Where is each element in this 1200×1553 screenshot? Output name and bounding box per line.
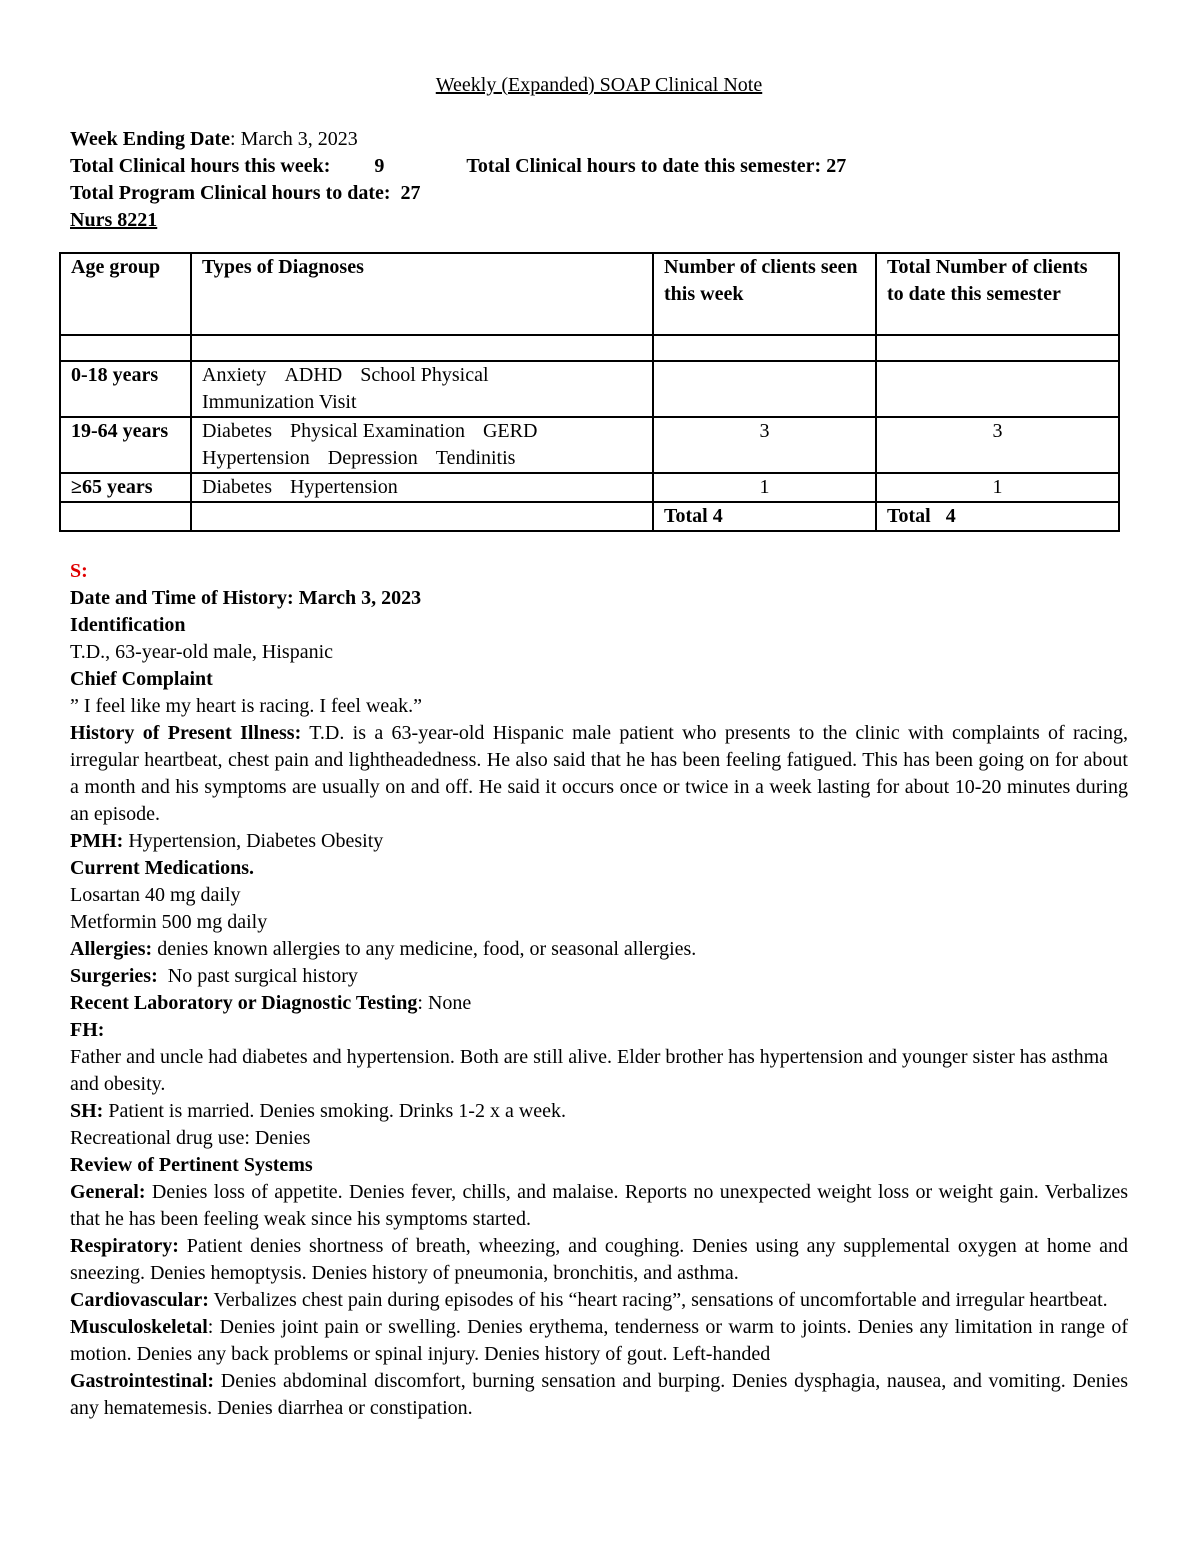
drug-use-line: Recreational drug use: Denies bbox=[70, 1127, 311, 1149]
clients-week-cell: 3 bbox=[653, 417, 876, 473]
ros-general-label: General: bbox=[70, 1181, 146, 1203]
ros-respiratory-text: Patient denies shortness of breath, wheezing, and coughing. Denies using any supplemental oxygen at home and sneezing. Denies hemoptysis. Denies history of pneumonia, bronchitis, and asthma. bbox=[70, 1235, 1128, 1284]
medication-item: Losartan 40 mg daily bbox=[70, 884, 241, 906]
diagnosis: Depression bbox=[327, 447, 418, 469]
week-ending-line bbox=[70, 126, 1128, 153]
social-history-label: SH: bbox=[70, 1100, 104, 1122]
subjective-label: S: bbox=[70, 560, 88, 582]
pmh-text: Hypertension, Diabetes Obesity bbox=[123, 830, 384, 852]
identification-heading: Identification bbox=[70, 614, 186, 636]
week-ending-value: : March 3, 2023 bbox=[230, 128, 358, 150]
header-age-group: Age group bbox=[60, 253, 191, 335]
clinical-hours-week-label: Total Clinical hours this week: bbox=[70, 155, 331, 177]
diagnosis: Tendinitis bbox=[435, 447, 516, 469]
labs-text: : None bbox=[417, 992, 472, 1014]
ros-musculoskeletal-label: Musculoskeletal bbox=[70, 1316, 208, 1338]
program-hours-label: Total Program Clinical hours to date: bbox=[70, 182, 391, 204]
clinical-hours-semester-label: Total Clinical hours to date this semester: bbox=[466, 155, 822, 177]
ros-cardiovascular bbox=[70, 1287, 1128, 1314]
social-history-line bbox=[70, 1098, 1128, 1125]
clinical-hours-line bbox=[70, 153, 1128, 180]
diagnosis: ADHD bbox=[284, 364, 343, 386]
program-hours-value: 27 bbox=[400, 182, 421, 204]
allergies-text: denies known allergies to any medicine, food, or seasonal allergies. bbox=[152, 938, 697, 960]
chief-complaint-heading: Chief Complaint bbox=[70, 668, 213, 690]
age-cell: 0-18 years bbox=[60, 361, 191, 417]
ros-heading: Review of Pertinent Systems bbox=[70, 1154, 313, 1176]
diagnosis: GERD bbox=[482, 420, 538, 442]
ros-gastrointestinal-label: Gastrointestinal: bbox=[70, 1370, 215, 1392]
table-row bbox=[60, 361, 1119, 417]
ros-respiratory-label: Respiratory: bbox=[70, 1235, 179, 1257]
pmh-line bbox=[70, 828, 1128, 855]
diagnosis: Hypertension bbox=[202, 447, 310, 469]
program-hours-line bbox=[70, 180, 1128, 207]
clients-table bbox=[59, 252, 1120, 532]
ros-gastrointestinal-text: Denies abdominal discomfort, burning sensation and burping. Denies dysphagia, nausea, and vomiting. Denies any hematemesis. Denies diarrhea or constipation. bbox=[70, 1370, 1128, 1419]
age-cell: 19-64 years bbox=[60, 417, 191, 473]
table-row bbox=[60, 417, 1119, 473]
allergies-label: Allergies: bbox=[70, 938, 153, 960]
document-title: Weekly (Expanded) SOAP Clinical Note bbox=[435, 74, 763, 96]
diagnosis: Immunization Visit bbox=[202, 391, 357, 413]
diagnoses-cell bbox=[191, 473, 653, 502]
family-history-text: Father and uncle had diabetes and hypertension. Both are still alive. Elder brother has hypertension and younger sister has asthma and obesity. bbox=[70, 1046, 1109, 1095]
diagnosis: Diabetes bbox=[202, 476, 272, 498]
clients-total-cell bbox=[876, 361, 1119, 417]
labs-line bbox=[70, 990, 1128, 1017]
hpi-label: History of Present Illness: bbox=[70, 722, 302, 744]
total-week-cell: Total 4 bbox=[653, 502, 876, 531]
ros-general-text: Denies loss of appetite. Denies fever, chills, and malaise. Reports no unexpected weight loss or weight gain. Verbalizes that he has been feeling weak since his symptoms started. bbox=[70, 1181, 1128, 1230]
table-header-row bbox=[60, 253, 1119, 335]
header-clients-week: Number of clients seen this week bbox=[653, 253, 876, 335]
clients-total-cell: 1 bbox=[876, 473, 1119, 502]
pmh-label: PMH: bbox=[70, 830, 124, 852]
family-history-heading: FH: bbox=[70, 1019, 105, 1041]
labs-label: Recent Laboratory or Diagnostic Testing bbox=[70, 992, 418, 1014]
ros-cardiovascular-text: Verbalizes chest pain during episodes of his “heart racing”, sensations of uncomfortable and irregular heartbeat. bbox=[208, 1289, 1108, 1311]
surgeries-text: No past surgical history bbox=[157, 965, 358, 987]
diagnosis: School Physical bbox=[360, 364, 489, 386]
diagnoses-cell bbox=[191, 417, 653, 473]
header-diagnoses: Types of Diagnoses bbox=[191, 253, 653, 335]
medications-heading: Current Medications. bbox=[70, 857, 255, 879]
clinical-hours-semester-value: 27 bbox=[826, 155, 847, 177]
chief-complaint-text: ” I feel like my heart is racing. I feel weak.” bbox=[70, 695, 423, 717]
week-ending-label: Week Ending Date bbox=[70, 128, 231, 150]
table-row bbox=[60, 335, 1119, 361]
total-semester-cell: Total 4 bbox=[876, 502, 1119, 531]
clients-total-cell: 3 bbox=[876, 417, 1119, 473]
history-date-time: Date and Time of History: March 3, 2023 bbox=[70, 587, 422, 609]
clients-week-cell: 1 bbox=[653, 473, 876, 502]
hpi-text: T.D. is a 63-year-old Hispanic male patient who presents to the clinic with complaints of racing, irregular heartbeat, chest pain and lightheadedness. He also said that he has been feeling fatigued. This has been going on for about a month and his symptoms are usually on and off. He said it occurs once or twice in a week lasting for about 10-20 minutes during an episode. bbox=[70, 722, 1128, 825]
diagnosis: Physical Examination bbox=[289, 420, 465, 442]
identification-text: T.D., 63-year-old male, Hispanic bbox=[70, 641, 334, 663]
course-code: Nurs 8221 bbox=[70, 209, 158, 231]
medication-item: Metformin 500 mg daily bbox=[70, 911, 268, 933]
ros-gastrointestinal bbox=[70, 1368, 1128, 1422]
diagnoses-cell bbox=[191, 361, 653, 417]
table-row bbox=[60, 473, 1119, 502]
diagnosis: Diabetes bbox=[202, 420, 272, 442]
clients-week-cell bbox=[653, 361, 876, 417]
age-cell: ≥65 years bbox=[60, 473, 191, 502]
diagnosis: Anxiety bbox=[202, 364, 267, 386]
hpi-paragraph bbox=[70, 720, 1128, 828]
ros-cardiovascular-label: Cardiovascular: bbox=[70, 1289, 209, 1311]
table-totals-row bbox=[60, 502, 1119, 531]
ros-general bbox=[70, 1179, 1128, 1233]
document-page bbox=[70, 72, 1128, 1422]
ros-musculoskeletal bbox=[70, 1314, 1128, 1368]
surgeries-label: Surgeries: bbox=[70, 965, 158, 987]
ros-respiratory bbox=[70, 1233, 1128, 1287]
ros-musculoskeletal-text: : Denies joint pain or swelling. Denies erythema, tenderness or warm to joints. Denies any limitation in range of motion. Denies any back problems or spinal injury. Denies history of gout. Left-handed bbox=[70, 1316, 1128, 1365]
social-history-text: Patient is married. Denies smoking. Drinks 1-2 x a week. bbox=[103, 1100, 567, 1122]
surgeries-line bbox=[70, 963, 1128, 990]
clinical-hours-week-value: 9 bbox=[374, 155, 385, 177]
header-clients-total: Total Number of clients to date this semester bbox=[876, 253, 1119, 335]
diagnosis: Hypertension bbox=[289, 476, 398, 498]
allergies-line bbox=[70, 936, 1128, 963]
